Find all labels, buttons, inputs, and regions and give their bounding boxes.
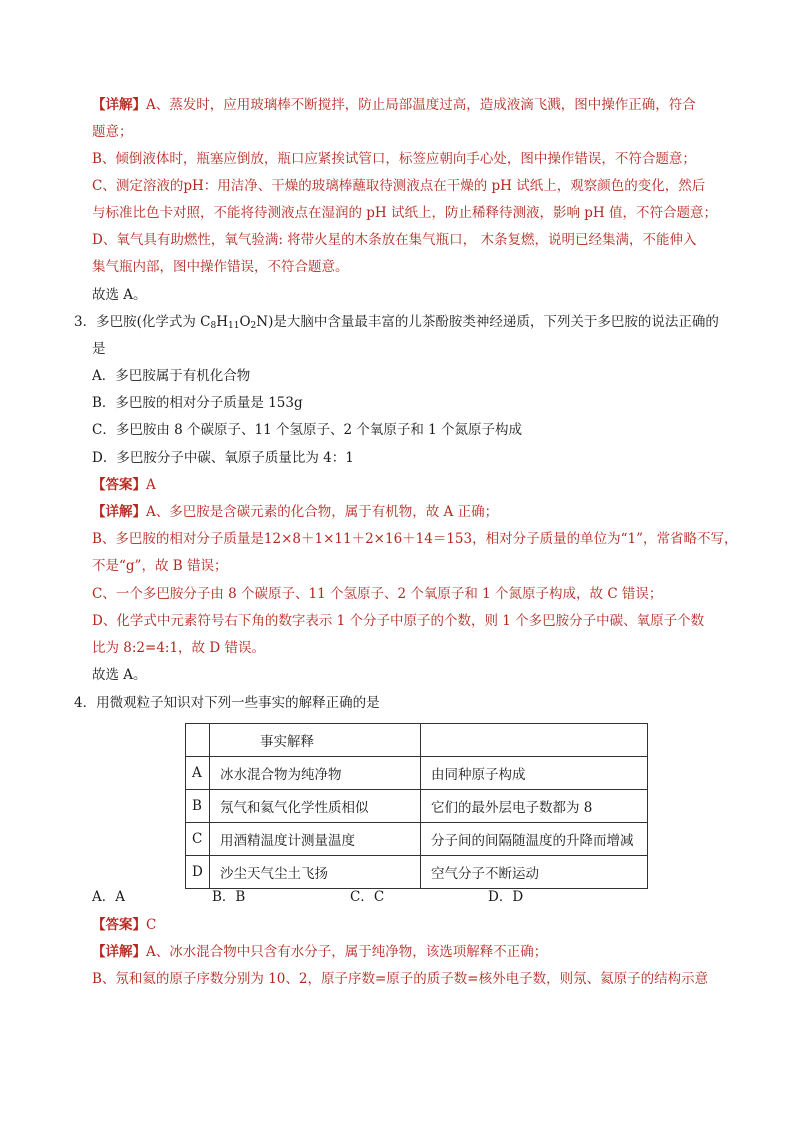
facts-table — [185, 723, 648, 889]
q3-option-a: A．多巴胺属于有机化合物 — [92, 368, 251, 384]
q4-number: 4． — [74, 695, 97, 711]
row-fact: 氖气和氦气化学性质相似 — [210, 790, 421, 823]
q3-sub1: 8 — [210, 321, 217, 331]
q4-explain-a: A、冰水混合物中只含有水分子，属于纯净物，该选项解释不正确； — [146, 944, 548, 960]
q3-explain-d1: D、化学式中元素符号右下角的数字表示 1 个分子中原子的个数，则 1 个多巴胺分子中碳、氧原子个数 — [92, 613, 705, 629]
row-reason: 它们的最外层电子数都为 8 — [421, 790, 648, 823]
q3-answer — [92, 476, 156, 494]
explain-tag: 【详解】 — [92, 97, 146, 113]
q3-explain-b1: B、多巴胺的相对分子质量是12×8＋1×11＋2×16＋14＝153，相对分子质量的单位为“1”，常省略不写， — [92, 531, 738, 547]
table-row — [186, 790, 648, 823]
q3-number: 3． — [74, 314, 97, 330]
q2-explain-d2: 集气瓶内部，图中操作错误，不符合题意。 — [92, 259, 349, 275]
table-row — [186, 856, 648, 889]
q3-sub3: 2 — [250, 321, 257, 331]
q2-explain-line-a1 — [92, 96, 696, 114]
row-fact: 沙尘天气尘土飞扬 — [210, 856, 421, 889]
explain-tag: 【详解】 — [92, 504, 146, 520]
q3-answer-value: A — [146, 477, 156, 493]
q3-stem-pre: 多巴胺(化学式为 C — [96, 314, 211, 330]
q3-pick: 故选 A。 — [92, 667, 147, 683]
explain-tag: 【详解】 — [92, 944, 146, 960]
q2-explain-a1: A、蒸发时，应用玻璃棒不断搅拌，防止局部温度过高，造成液滴飞溅，图中操作正确，符合 — [146, 97, 696, 113]
q3-explain-c: C、一个多巴胺分子由 8 个碳原子、11 个氢原子、2 个氧原子和 1 个氮原子构成，故 C 错误； — [92, 586, 663, 602]
q2-explain-a2: 题意； — [92, 124, 133, 140]
row-fact: 冰水混合物为纯净物 — [210, 757, 421, 790]
table-row — [186, 823, 648, 856]
row-key: A — [186, 757, 210, 790]
q3-mid1: H — [216, 314, 228, 330]
q3-mid2: O — [239, 314, 251, 330]
row-reason: 由同种原子构成 — [421, 757, 648, 790]
q3-sub2: 11 — [228, 321, 240, 331]
row-key: C — [186, 823, 210, 856]
q2-explain-c2: 与标准比色卡对照，不能将待测液点在湿润的 pH 试纸上，防止稀释待测液，影响 pH 值，不符合题意； — [92, 205, 717, 221]
q2-explain-b: B、倾倒液体时，瓶塞应倒放，瓶口应紧挨试管口，标签应朝向手心处，图中操作错误，不符合题意； — [92, 151, 696, 167]
q3-explain-d2: 比为 8:2=4:1，故 D 错误。 — [92, 640, 265, 656]
q4-explain-b: B、氖和氦的原子序数分别为 10、2，原子序数=原子的质子数=核外电子数，则氖、氦原子的结构示意 — [92, 971, 709, 987]
row-key: B — [186, 790, 210, 823]
q3-option-d: D．多巴胺分子中碳、氧原子质量比为 4：1 — [92, 450, 354, 466]
q4-choice-d: D．D — [488, 889, 524, 905]
table-header-row — [186, 724, 648, 757]
answer-tag: 【答案】 — [92, 917, 146, 933]
q4-answer — [92, 916, 156, 934]
q3-explain-b2: 不是“g”，故 B 错误； — [92, 558, 228, 574]
q3-explain-a-line — [92, 503, 498, 521]
q2-explain-c1: C、测定溶液的pH：用洁净、干燥的玻璃棒蘸取待测液点在干燥的 pH 试纸上，观察颜色的变化，然后 — [92, 178, 706, 194]
q3-stem — [74, 313, 719, 331]
q4-answer-value: C — [146, 917, 157, 933]
row-fact: 用酒精温度计测量温度 — [210, 823, 421, 856]
answer-tag: 【答案】 — [92, 477, 146, 493]
q4-choice-b: B．B — [212, 889, 246, 905]
q4-choice-a: A．A — [92, 889, 125, 905]
table-header-reason — [421, 724, 648, 757]
q2-explain-d1: D、氧气具有助燃性，氧气验满: 将带火星的木条放在集气瓶口， 木条复燃，说明已经集满，不能伸入 — [92, 232, 697, 248]
row-reason: 分子间的间隔随温度的升降而增减 — [421, 823, 648, 856]
q3-option-b: B．多巴胺的相对分子质量是 153g — [92, 395, 303, 411]
q4-explain-a-line — [92, 943, 547, 961]
row-reason: 空气分子不断运动 — [421, 856, 648, 889]
q3-option-c: C．多巴胺由 8 个碳原子、11 个氢原子、2 个氧原子和 1 个氮原子构成 — [92, 422, 523, 438]
q4-choice-c: C．C — [350, 889, 385, 905]
row-key: D — [186, 856, 210, 889]
table-row — [186, 757, 648, 790]
table-header-empty — [186, 724, 210, 757]
q3-stem-post: N)是大脑中含量最丰富的儿茶酚胺类神经递质，下列关于多巴胺的说法正确的 — [256, 314, 719, 330]
q3-stem-line2: 是 — [92, 341, 106, 357]
q3-explain-a: A、多巴胺是含碳元素的化合物，属于有机物，故 A 正确； — [146, 504, 499, 520]
q4-stem-text: 用微观粒子知识对下列一些事实的解释正确的是 — [96, 695, 380, 711]
q4-stem — [74, 694, 380, 712]
q2-pick: 故选 A。 — [92, 287, 147, 303]
table-header-fact: 事实解释 — [210, 724, 421, 757]
